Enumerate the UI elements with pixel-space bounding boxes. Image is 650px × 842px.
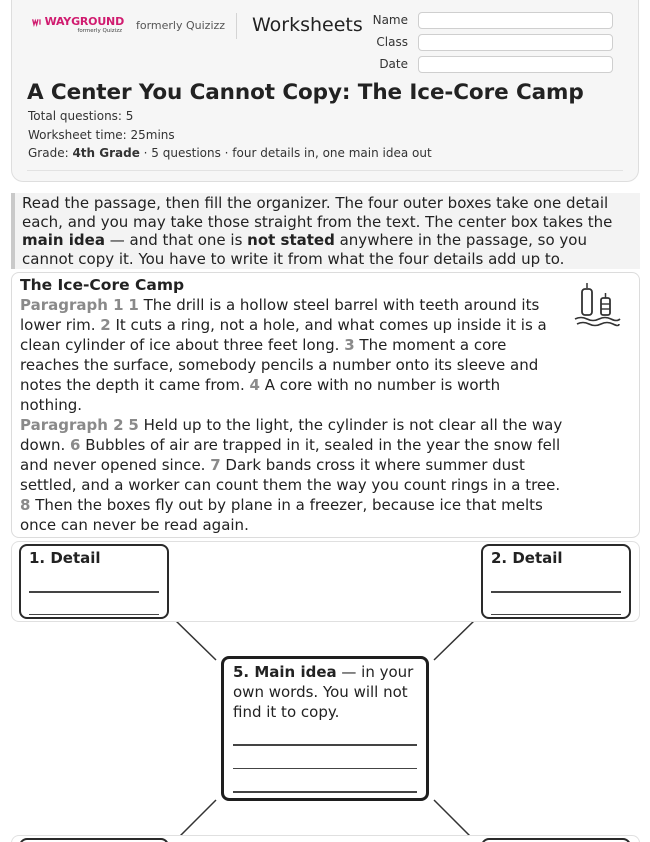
main-idea-prompt — [233, 662, 417, 722]
detail-box-4[interactable] — [481, 838, 631, 842]
detail-box-3[interactable] — [19, 838, 169, 842]
main-idea-label: 5. Main idea — [233, 663, 337, 681]
detail-1-label: 1. Detail — [29, 549, 101, 567]
total-questions: Total questions: 5 — [28, 109, 134, 123]
sentence-text: A core with no number is worth nothing. — [20, 376, 501, 414]
answer-line[interactable] — [233, 791, 417, 793]
answer-line[interactable] — [29, 614, 159, 616]
detail-box-2[interactable] — [481, 544, 631, 619]
sentence-number: 3 — [344, 336, 355, 354]
header-divider — [236, 13, 237, 39]
sentence-number: 4 — [249, 376, 260, 394]
name-label: Name — [372, 13, 408, 27]
grade-value: 4th Grade — [72, 146, 140, 160]
grade-label: Grade: — [28, 146, 73, 160]
sentence-number: 5 — [128, 416, 139, 434]
paragraph-label: Paragraph 1 — [20, 296, 124, 314]
answer-line[interactable] — [233, 744, 417, 746]
brand-sub: formerly Quizizz — [77, 28, 122, 34]
name-field-row — [372, 11, 613, 29]
answer-line[interactable] — [29, 591, 159, 593]
sentence-number: 6 — [70, 436, 81, 454]
instructions-text-1: Read the passage, then fill the organizer. The four outer boxes take one detail each, and you may take those straight from the text. The center box takes the — [22, 194, 613, 231]
date-input[interactable] — [418, 56, 613, 73]
paragraph-label: Paragraph 2 — [20, 416, 124, 434]
instructions-text-2: — and that one is — [104, 231, 248, 249]
formerly-text: formerly Quizizz — [136, 19, 226, 32]
connector-line-2 — [434, 619, 476, 660]
passage-title: The Ice-Core Camp — [20, 276, 185, 294]
page-title: A Center You Cannot Copy: The Ice-Core Camp — [27, 80, 584, 105]
sentence-text: It cuts a ring, not a hole, and what comes up inside it is a clean cylinder of ice about three feet long. — [20, 316, 547, 354]
main-idea-box[interactable] — [221, 656, 429, 801]
answer-line[interactable] — [233, 768, 417, 770]
detail-2-label: 2. Detail — [491, 549, 563, 567]
sentence-text: Then the boxes fly out by plane in a freezer, because ice that melts once can never be read again. — [20, 496, 543, 534]
date-label: Date — [379, 57, 408, 71]
brand-logo — [32, 15, 124, 34]
connector-line-1 — [174, 619, 216, 660]
answer-line[interactable] — [491, 591, 621, 593]
sentence-text: The moment a core reaches the surface, somebody pencils a number onto its sleeve and notes the depth it came from. — [20, 336, 539, 394]
sentence-text: The drill is a hollow steel barrel with teeth around its lower rim. — [20, 296, 540, 334]
class-label: Class — [376, 35, 408, 49]
header-rule — [27, 170, 623, 171]
sentence-text: Dark bands cross it where summer dust settled, and a worker can count them the way you count rings in a tree. — [20, 456, 561, 494]
instructions-bold-not-stated: not stated — [247, 231, 335, 249]
worksheet-time: Worksheet time: 25mins — [28, 128, 175, 142]
date-field-row — [372, 55, 613, 73]
sentence-text: Held up to the light, the cylinder is not clear all the way down. — [20, 416, 563, 454]
name-input[interactable] — [418, 12, 613, 29]
detail-box-1[interactable] — [19, 544, 169, 619]
answer-line[interactable] — [491, 614, 621, 616]
sentence-number: 2 — [100, 316, 111, 334]
passage-paragraph-2 — [20, 415, 565, 535]
class-field-row — [372, 33, 613, 51]
brand-name: WAYGROUND — [44, 15, 124, 28]
sentence-number: 8 — [20, 496, 31, 514]
wayground-logo-icon — [32, 17, 43, 27]
sentence-number: 1 — [128, 296, 139, 314]
ice-core-icon — [573, 281, 621, 327]
passage-card — [11, 272, 640, 538]
instructions-bold-main-idea: main idea — [22, 231, 105, 249]
instructions — [11, 193, 640, 269]
sentence-number: 7 — [210, 456, 221, 474]
instructions-text-3: anywhere in the passage, so you cannot copy it. You have to write it from what the four details add up to. — [22, 231, 587, 268]
main-idea-hint: — in your own words. You will not find it to copy. — [233, 663, 414, 721]
sentence-text: Bubbles of air are trapped in it, sealed in the year the snow fell and never opened since. — [20, 436, 561, 474]
grade-rest: · 5 questions · four details in, one main idea out — [139, 146, 432, 160]
worksheets-title: Worksheets — [252, 14, 363, 36]
worksheet-header — [11, 0, 639, 182]
grade-line — [28, 146, 432, 160]
passage-paragraph-1 — [20, 295, 565, 415]
class-input[interactable] — [418, 34, 613, 51]
